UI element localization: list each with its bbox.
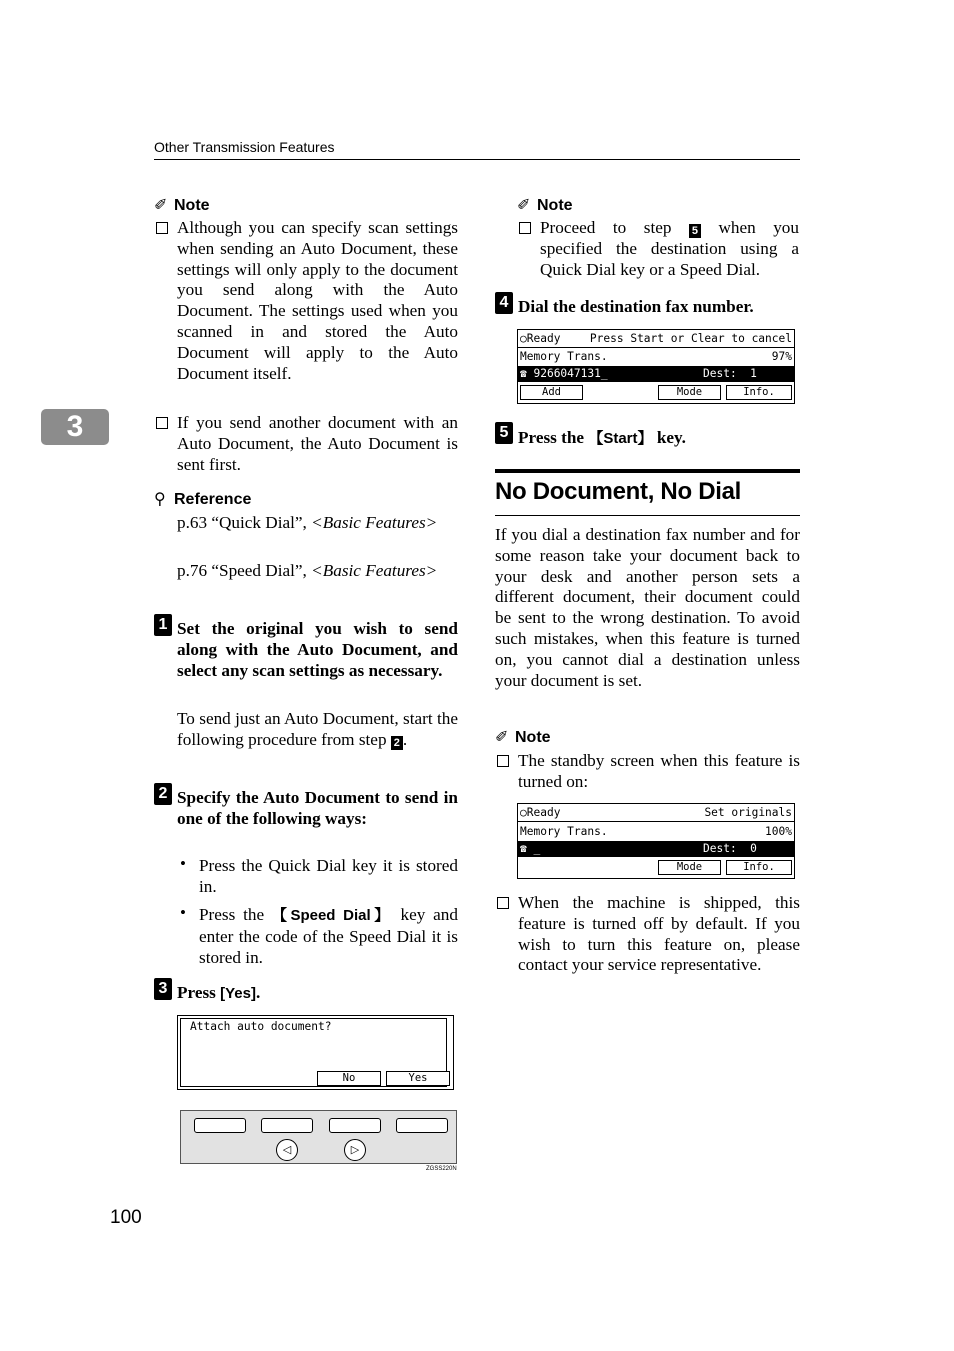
selection-key[interactable] [194,1118,246,1133]
selection-key[interactable] [329,1118,381,1133]
page-number: 100 [110,1207,142,1228]
circle-icon: ○ [520,806,527,819]
note-item: When the machine is shipped, this feature is turned off by default. If you wish to turn this feature on, please contact your service representative. [518,893,800,975]
note-item: If you send another document with an Auto Document, the Auto Document is sent first. [177,413,458,474]
lcd-prompt: Attach auto document? [190,1020,332,1033]
header-rule [154,159,800,160]
note-heading [517,195,573,215]
phone-icon: ☎ [520,842,534,855]
section-body: If you dial a destination fax number and for some reason take your document back to your desk and another person sets a different document, their document could be sent to the wrong destination. To avoid such mistakes, when this feature is turned on, you cannot dial a destination unless your document is set. [495,525,800,690]
bullet-item: Press the Quick Dial key it is stored in. [199,856,458,896]
figure-code: ZGSS220N [426,1166,457,1172]
pencil-icon: ✐ [154,197,168,214]
bullet-dot: • [180,854,186,873]
section-rule-top [495,469,800,473]
selection-key[interactable] [396,1118,448,1133]
left-arrow-icon[interactable]: ◁ [276,1139,298,1161]
start-key: 【Start】 [588,430,653,447]
lcd-status-row: ○Ready Set originals [518,804,794,822]
reference-title: Reference [174,491,252,508]
right-arrow-icon[interactable]: ▷ [344,1139,366,1161]
running-header: Other Transmission Features [154,139,335,155]
step-body: To send just an Auto Document, start the following procedure from step 2 . [177,709,458,749]
info-button[interactable]: Info. [726,860,792,875]
step-number: 3 [154,978,172,1000]
lcd-number-row: ☎ _ Dest: 0 [518,841,794,857]
add-button[interactable]: Add [520,385,583,400]
checkbox-bullet [497,755,509,767]
lcd-memory-row: Memory Trans. 100% [520,825,792,838]
checkbox-bullet [156,417,168,429]
note-heading [154,195,210,215]
note-item: The standby screen when this feature is turned on: [518,751,800,791]
step-number: 2 [154,783,172,805]
section-title: No Document, No Dial [495,478,742,505]
step-instruction: Press the 【Start】 key. [518,428,686,447]
control-panel [180,1110,457,1164]
selection-key[interactable] [261,1118,313,1133]
step-instruction: Specify the Auto Document to send in one of the following ways: [177,788,458,828]
bullet-dot: • [180,903,186,922]
lcd-attach-screen [177,1015,454,1090]
phone-icon: ☎ [520,367,534,380]
magnifier-icon: ⚲ [154,491,166,508]
section-rule-bottom [495,515,800,516]
reference-heading [154,489,251,509]
checkbox-bullet [156,222,168,234]
step-ref: 5 [689,224,701,238]
checkbox-bullet [519,222,531,234]
bullet-item: Press the 【Speed Dial】 key and enter the code of the Speed Dial it is stored in. [199,905,458,967]
reference-link[interactable] [177,513,458,534]
info-button[interactable]: Info. [726,385,792,400]
note-heading [495,727,551,747]
circle-icon: ○ [520,332,527,345]
checkbox-bullet [497,897,509,909]
mode-button[interactable]: Mode [658,385,721,400]
step-instruction: Press [Yes]. [177,983,261,1002]
no-button[interactable]: No [317,1071,381,1086]
yes-key: [Yes] [220,985,256,1002]
note-item: Although you can specify scan settings when sending an Auto Document, these settings will only apply to the document you send along with the Auto Document. The settings used when you scanned in and stored the Auto Document will apply to the Auto Document itself. [177,218,458,383]
lcd-number-row: ☎ 9266047131_ Dest: 1 [518,366,794,382]
note-title: Note [515,729,551,746]
step-ref: 2 [391,736,403,750]
lcd-standby-screen [517,803,795,879]
yes-button[interactable]: Yes [386,1071,450,1086]
speed-dial-key: 【Speed Dial】 [271,907,393,924]
lcd-memory-row: Memory Trans. 97% [520,350,792,363]
mode-button[interactable]: Mode [658,860,721,875]
note-title: Note [537,197,573,214]
pencil-icon: ✐ [495,729,509,746]
step-instruction: Dial the destination fax number. [518,297,754,316]
lcd-status-row: ○Ready Press Start or Clear to cancel [518,330,794,348]
lcd-dial-screen [517,329,795,404]
step-instruction: Set the original you wish to send along with the Auto Document, and select any scan settings as necessary. [177,619,458,680]
note-item: Proceed to step 5 when you specified the destination using a Quick Dial key or a Speed Dial. [540,218,799,279]
step-number: 5 [495,422,513,444]
ref-book: <Basic Features> [311,513,438,532]
step-number: 1 [154,614,172,636]
ref-page: p.76 “Speed Dial”, [177,561,307,580]
note-title: Note [174,197,210,214]
ref-page: p.63 “Quick Dial”, [177,513,307,532]
chapter-tab: 3 [41,409,109,445]
step-number: 4 [495,292,513,314]
reference-link[interactable] [177,561,458,582]
pencil-icon: ✐ [517,197,531,214]
ref-book: <Basic Features> [311,561,438,580]
